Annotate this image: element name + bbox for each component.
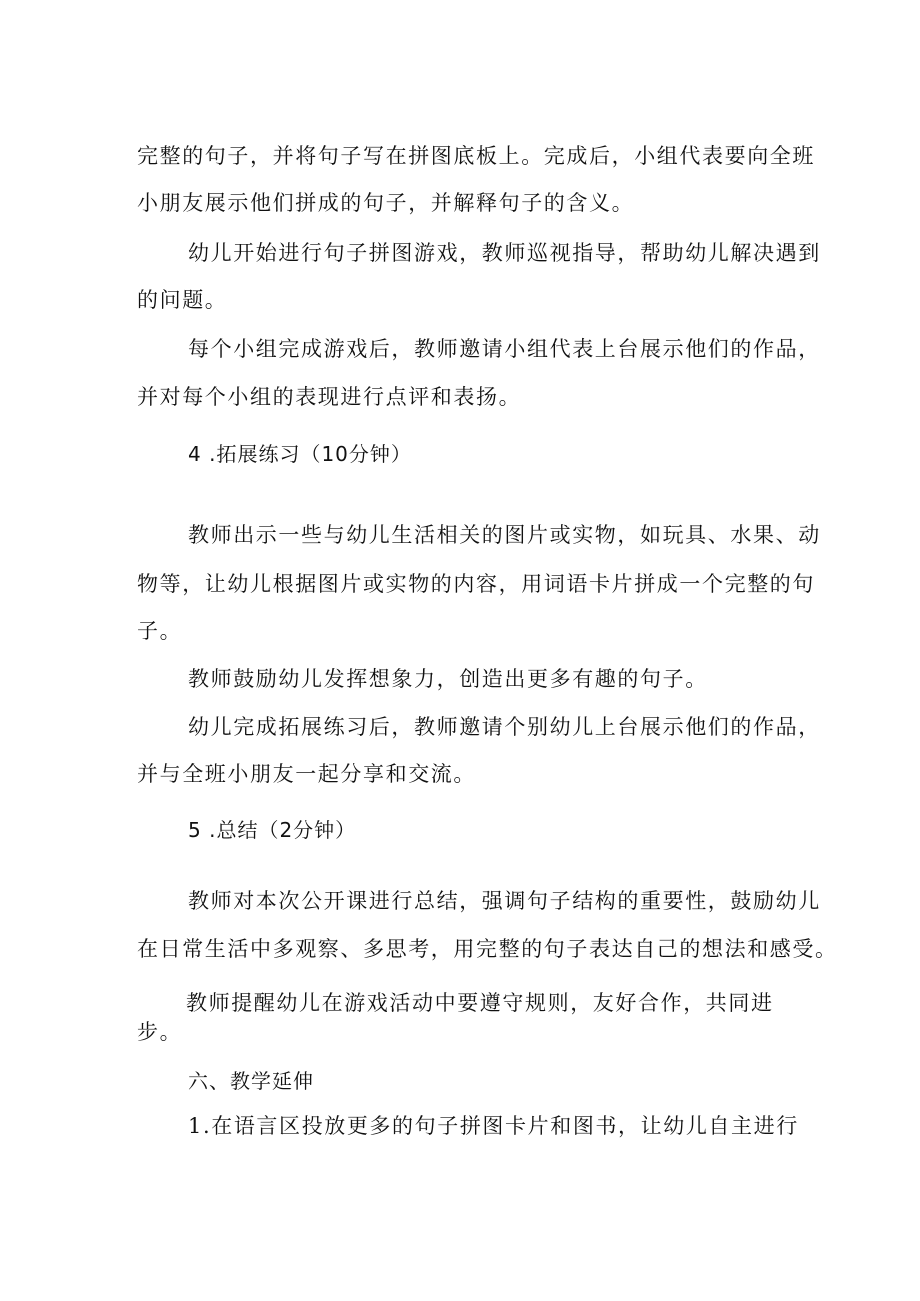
paragraph-4-line-1: 教师出示一些与幼儿生活相关的图片或实物，如玩具、水果、动: [188, 523, 821, 547]
paragraph-8-line-1: 教师提醒幼儿在游戏活动中要遵守规则，友好合作，共同进: [186, 991, 774, 1015]
paragraph-3-line-1: 每个小组完成游戏后，教师邀请小组代表上台展示他们的作品，: [188, 337, 821, 361]
section-heading-summary: 5 .总结（2分钟）: [188, 818, 357, 842]
paragraph-2-line-2: 的问题。: [137, 288, 228, 312]
paragraph-1-line-1: 完整的句子，并将句子写在拼图底板上。完成后，小组代表要向全班: [137, 144, 815, 168]
paragraph-7-line-2: 在日常生活中多观察、多思考，用完整的句子表达自己的想法和感受。: [137, 937, 838, 961]
paragraph-4-line-2: 物等，让幼儿根据图片或实物的内容，用词语卡片拼成一个完整的句: [137, 572, 815, 596]
paragraph-8-line-2: 步。: [137, 1020, 183, 1044]
paragraph-6-line-1: 幼儿完成拓展练习后，教师邀请个别幼儿上台展示他们的作品，: [188, 715, 821, 739]
paragraph-7-line-1: 教师对本次公开课进行总结，强调句子结构的重要性，鼓励幼儿: [188, 889, 821, 913]
paragraph-2-line-1: 幼儿开始进行句子拼图游戏，教师巡视指导，帮助幼儿解决遇到: [188, 241, 821, 265]
paragraph-4-line-3: 子。: [137, 619, 183, 643]
paragraph-9-line-1: 1.在语言区投放更多的句子拼图卡片和图书，让幼儿自主进行: [188, 1114, 799, 1138]
section-heading-teaching-extension: 六、教学延伸: [188, 1069, 314, 1093]
paragraph-5-line-1: 教师鼓励幼儿发挥想象力，创造出更多有趣的句子。: [188, 667, 708, 691]
paragraph-1-line-2: 小朋友展示他们拼成的句子，并解释句子的含义。: [137, 191, 635, 215]
section-heading-extension-practice: 4 .拓展练习（10分钟）: [188, 442, 412, 466]
paragraph-6-line-2: 并与全班小朋友一起分享和交流。: [137, 762, 476, 786]
paragraph-3-line-2: 并对每个小组的表现进行点评和表扬。: [137, 385, 522, 409]
